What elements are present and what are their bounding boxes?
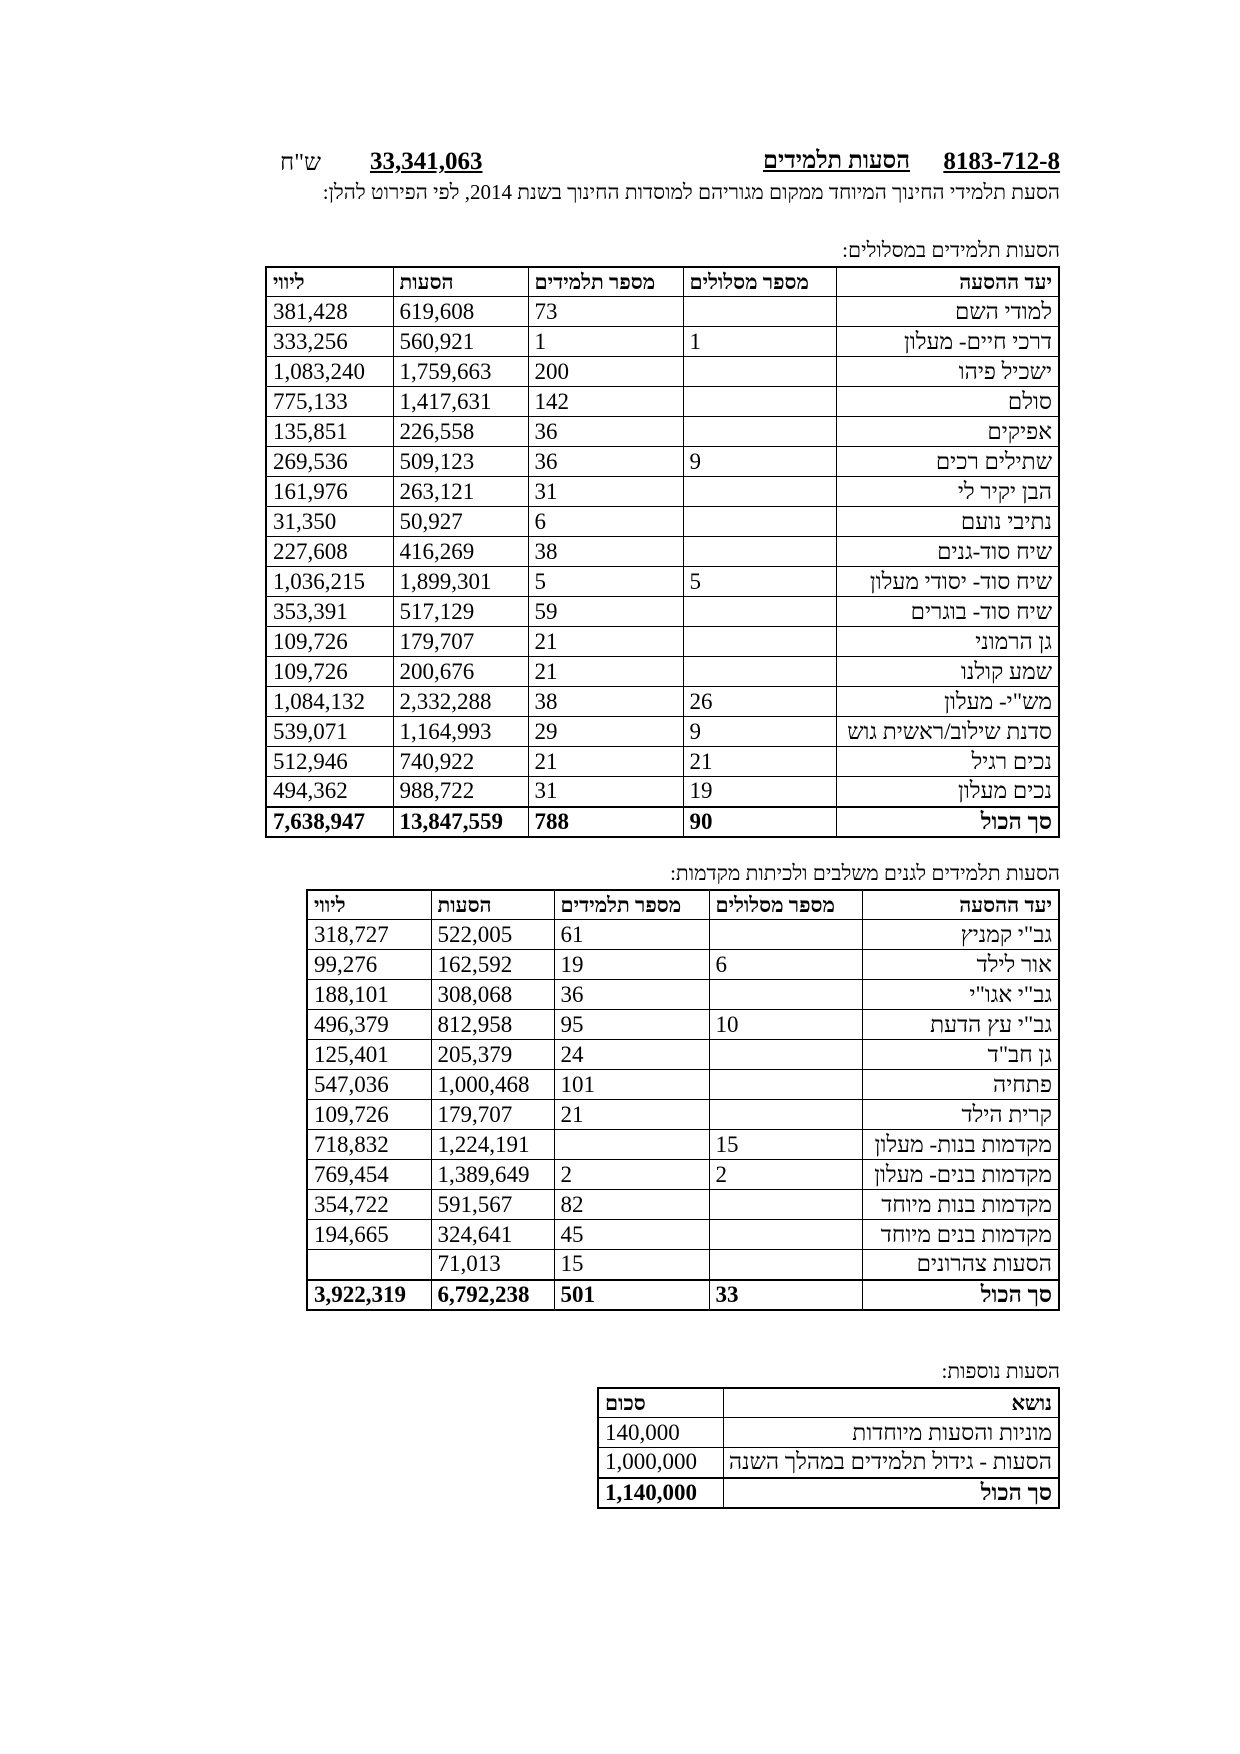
table-cell (683, 297, 836, 327)
table-row (266, 477, 1059, 507)
table-cell: 318,727 (307, 920, 431, 950)
table-row (307, 1040, 1059, 1070)
table-cell: 1,759,663 (393, 357, 528, 387)
table-cell: 494,362 (266, 777, 393, 807)
total-row (598, 1478, 1059, 1508)
table-cell: 200,676 (393, 657, 528, 687)
routes-table (265, 266, 1060, 838)
table-cell: 416,269 (393, 537, 528, 567)
table-cell: מקדמות בנים- מעלון (862, 1160, 1059, 1190)
table-cell: 101 (554, 1070, 709, 1100)
table-cell (709, 1190, 862, 1220)
table-row (266, 537, 1059, 567)
table-row (266, 447, 1059, 477)
table-row (266, 387, 1059, 417)
table-cell: נכים מעלון (836, 777, 1059, 807)
table-cell: 1 (683, 327, 836, 357)
table-cell: 71,013 (431, 1250, 554, 1280)
column-header: נושא (723, 1388, 1059, 1418)
table-row (307, 920, 1059, 950)
table-cell: 90 (683, 807, 836, 837)
table-cell: 6,792,238 (431, 1280, 554, 1310)
table-cell: מש"י- מעלון (836, 687, 1059, 717)
table-cell: 1,389,649 (431, 1160, 554, 1190)
table-cell: 619,608 (393, 297, 528, 327)
table-cell: 560,921 (393, 327, 528, 357)
table-cell: נתיבי נועם (836, 507, 1059, 537)
table-cell: 109,726 (266, 627, 393, 657)
table-cell: סולם (836, 387, 1059, 417)
table-cell: סך הכול (836, 807, 1059, 837)
table-cell: 496,379 (307, 1010, 431, 1040)
table-cell: שמע קולנו (836, 657, 1059, 687)
column-header: ליווי (307, 890, 431, 920)
table-cell: 95 (554, 1010, 709, 1040)
table-cell: 179,707 (393, 627, 528, 657)
table-cell: 99,276 (307, 950, 431, 980)
table-cell: 788 (528, 807, 683, 837)
table-cell: שיח סוד- יסודי מעלון (836, 567, 1059, 597)
table-cell: גב"י עץ הדעת (862, 1010, 1059, 1040)
table-cell: 10 (709, 1010, 862, 1040)
column-header: ליווי (266, 267, 393, 297)
table-cell: 226,558 (393, 417, 528, 447)
table-cell: 308,068 (431, 980, 554, 1010)
table-cell: ישכיל פיהו (836, 357, 1059, 387)
table-cell: 33 (709, 1280, 862, 1310)
table3-caption: הסעות נוספות: (941, 1359, 1060, 1383)
table-cell: 769,454 (307, 1160, 431, 1190)
column-header: יעד ההסעה (836, 267, 1059, 297)
table-cell: 135,851 (266, 417, 393, 447)
table-cell: 162,592 (431, 950, 554, 980)
table-row (266, 357, 1059, 387)
table-cell: 263,121 (393, 477, 528, 507)
table-cell: גב"י אגו"י (862, 980, 1059, 1010)
table-cell: שיח סוד- בוגרים (836, 597, 1059, 627)
table-row (307, 1130, 1059, 1160)
table-cell: אור לילד (862, 950, 1059, 980)
table-cell: 15 (554, 1250, 709, 1280)
table-cell: 1,000,000 (598, 1448, 723, 1478)
table-cell (683, 387, 836, 417)
table-cell: מקדמות בנים מיוחד (862, 1220, 1059, 1250)
table-cell: 31 (528, 777, 683, 807)
table-row (598, 1448, 1059, 1478)
table-cell: 353,391 (266, 597, 393, 627)
table-cell: 15 (709, 1130, 862, 1160)
table-row (307, 980, 1059, 1010)
table-cell: 333,256 (266, 327, 393, 357)
table-cell: 142 (528, 387, 683, 417)
table-cell (683, 357, 836, 387)
table-cell: 1,084,132 (266, 687, 393, 717)
table-row (266, 567, 1059, 597)
column-header: מספר תלמידים (554, 890, 709, 920)
table-cell: 21 (528, 657, 683, 687)
total-amount: 33,341,063 (370, 148, 483, 175)
table-row (307, 950, 1059, 980)
table-cell: 501 (554, 1280, 709, 1310)
table-cell: 3,922,319 (307, 1280, 431, 1310)
table-cell: דרכי חיים- מעלון (836, 327, 1059, 357)
table-cell: 9 (683, 447, 836, 477)
table-cell: 45 (554, 1220, 709, 1250)
table-cell: 36 (554, 980, 709, 1010)
table-row (266, 687, 1059, 717)
table-cell: מקדמות בנות מיוחד (862, 1190, 1059, 1220)
table-cell (683, 417, 836, 447)
table-cell: 82 (554, 1190, 709, 1220)
table-cell: הסעות - גידול תלמידים במהלך השנה (723, 1448, 1059, 1478)
table-cell (683, 477, 836, 507)
table1-caption: הסעות תלמידים במסלולים: (842, 238, 1060, 262)
table-cell: 1,036,215 (266, 567, 393, 597)
table-cell: 2,332,288 (393, 687, 528, 717)
table-cell: גב"י קמניץ (862, 920, 1059, 950)
table-cell: 988,722 (393, 777, 528, 807)
table-cell: 517,129 (393, 597, 528, 627)
table-cell: 61 (554, 920, 709, 950)
column-header: יעד ההסעה (862, 890, 1059, 920)
table-row (266, 327, 1059, 357)
table-cell: 269,536 (266, 447, 393, 477)
table-row (307, 1010, 1059, 1040)
table-cell: הסעות צהרונים (862, 1250, 1059, 1280)
table-cell: 31 (528, 477, 683, 507)
table-cell: 354,722 (307, 1190, 431, 1220)
table-cell: 38 (528, 687, 683, 717)
table-row (266, 507, 1059, 537)
table-cell: נכים רגיל (836, 747, 1059, 777)
column-header: סכום (598, 1388, 723, 1418)
table-cell: גן חב"ד (862, 1040, 1059, 1070)
table-cell: גן הרמוני (836, 627, 1059, 657)
table-cell: 6 (709, 950, 862, 980)
table-cell: 1,417,631 (393, 387, 528, 417)
table-cell (554, 1130, 709, 1160)
table-cell: 812,958 (431, 1010, 554, 1040)
column-header: הסעות (393, 267, 528, 297)
table-row (266, 657, 1059, 687)
table-cell: 1,083,240 (266, 357, 393, 387)
table-cell: 179,707 (431, 1100, 554, 1130)
table-cell: 2 (554, 1160, 709, 1190)
table-header-row (307, 890, 1059, 920)
table-cell (709, 1070, 862, 1100)
table-row (266, 417, 1059, 447)
table-row (266, 717, 1059, 747)
column-header: מספר מסלולים (709, 890, 862, 920)
table-cell: 1,224,191 (431, 1130, 554, 1160)
table-cell: 227,608 (266, 537, 393, 567)
table-cell: 19 (683, 777, 836, 807)
table-row (266, 297, 1059, 327)
table-cell: שיח סוד-גנים (836, 537, 1059, 567)
table-cell: 512,946 (266, 747, 393, 777)
table-cell: 539,071 (266, 717, 393, 747)
table-row (266, 627, 1059, 657)
table-cell: 740,922 (393, 747, 528, 777)
table-cell: 19 (554, 950, 709, 980)
column-header: מספר תלמידים (528, 267, 683, 297)
table-cell (683, 597, 836, 627)
table-row (266, 747, 1059, 777)
table-cell: 200 (528, 357, 683, 387)
table-cell: 1 (528, 327, 683, 357)
table-cell: 36 (528, 447, 683, 477)
table-cell: 775,133 (266, 387, 393, 417)
table-cell: מקדמות בנות- מעלון (862, 1130, 1059, 1160)
table-cell: 125,401 (307, 1040, 431, 1070)
table-cell: 1,000,468 (431, 1070, 554, 1100)
additional-transport-table (597, 1387, 1060, 1509)
table-cell: 21 (554, 1100, 709, 1130)
table-cell: 194,665 (307, 1220, 431, 1250)
table-row (307, 1100, 1059, 1130)
table-cell: למודי השם (836, 297, 1059, 327)
table-cell: 140,000 (598, 1418, 723, 1448)
table-cell (307, 1250, 431, 1280)
table-cell: 24 (554, 1040, 709, 1070)
table-cell: 1,899,301 (393, 567, 528, 597)
table-cell: סדנת שילוב/ראשית גוש (836, 717, 1059, 747)
table-cell: 1,140,000 (598, 1478, 723, 1508)
table-header-row (598, 1388, 1059, 1418)
page-description: הסעת תלמידי החינוך המיוחד ממקום מגוריהם למוסדות החינוך בשנת 2014, לפי הפירוט להלן: (322, 180, 1060, 204)
table-row (307, 1220, 1059, 1250)
budget-item-number: 8183-712-8 (943, 148, 1060, 175)
table-cell (709, 1250, 862, 1280)
table-cell: 2 (709, 1160, 862, 1190)
table-row (266, 597, 1059, 627)
table-cell: סך הכול (862, 1280, 1059, 1310)
table-cell: 205,379 (431, 1040, 554, 1070)
table-cell: 109,726 (266, 657, 393, 687)
table-row (266, 777, 1059, 807)
table-cell: שתילים רכים (836, 447, 1059, 477)
table-cell: 509,123 (393, 447, 528, 477)
table-cell: הבן יקיר לי (836, 477, 1059, 507)
table-cell (683, 627, 836, 657)
table-row (598, 1418, 1059, 1448)
table-cell (683, 657, 836, 687)
table-cell: 547,036 (307, 1070, 431, 1100)
table-cell: 5 (528, 567, 683, 597)
table-cell: 38 (528, 537, 683, 567)
table-row (307, 1190, 1059, 1220)
table-cell: 73 (528, 297, 683, 327)
table-cell (709, 980, 862, 1010)
table-cell: 13,847,559 (393, 807, 528, 837)
kindergartens-table (306, 889, 1060, 1311)
table-cell: 26 (683, 687, 836, 717)
table-cell (709, 1040, 862, 1070)
table-cell: 31,350 (266, 507, 393, 537)
total-row (307, 1280, 1059, 1310)
table-cell: 522,005 (431, 920, 554, 950)
table-cell: 36 (528, 417, 683, 447)
table-cell: 21 (528, 627, 683, 657)
table-cell: 50,927 (393, 507, 528, 537)
table-cell (709, 920, 862, 950)
table-cell: 718,832 (307, 1130, 431, 1160)
column-header: הסעות (431, 890, 554, 920)
column-header: מספר מסלולים (683, 267, 836, 297)
table-cell: 5 (683, 567, 836, 597)
table-cell: 1,164,993 (393, 717, 528, 747)
table-cell: 109,726 (307, 1100, 431, 1130)
table-row (307, 1070, 1059, 1100)
table2-caption: הסעות תלמידים לגנים משלבים ולכיתות מקדמות: (670, 861, 1060, 885)
table-cell (709, 1220, 862, 1250)
table-cell: 7,638,947 (266, 807, 393, 837)
table-cell: 324,641 (431, 1220, 554, 1250)
table-cell: מוניות והסעות מיוחדות (723, 1418, 1059, 1448)
total-row (266, 807, 1059, 837)
currency-label: ש"ח (280, 150, 321, 176)
table-cell (683, 537, 836, 567)
page-header (270, 148, 1060, 182)
table-cell (709, 1100, 862, 1130)
table-cell: 188,101 (307, 980, 431, 1010)
table-cell: 9 (683, 717, 836, 747)
table-cell: פתחיה (862, 1070, 1059, 1100)
table-header-row (266, 267, 1059, 297)
page-title: הסעות תלמידים (762, 148, 910, 174)
table-cell: 59 (528, 597, 683, 627)
table-cell: 591,567 (431, 1190, 554, 1220)
table-cell: 161,976 (266, 477, 393, 507)
table-cell: קרית הילד (862, 1100, 1059, 1130)
table-row (307, 1160, 1059, 1190)
table-cell (683, 507, 836, 537)
table-cell: 6 (528, 507, 683, 537)
table-cell: 21 (683, 747, 836, 777)
table-cell: 29 (528, 717, 683, 747)
table-cell: 21 (528, 747, 683, 777)
table-cell: אפיקים (836, 417, 1059, 447)
table-row (307, 1250, 1059, 1280)
table-cell: 381,428 (266, 297, 393, 327)
table-cell: סך הכול (723, 1478, 1059, 1508)
